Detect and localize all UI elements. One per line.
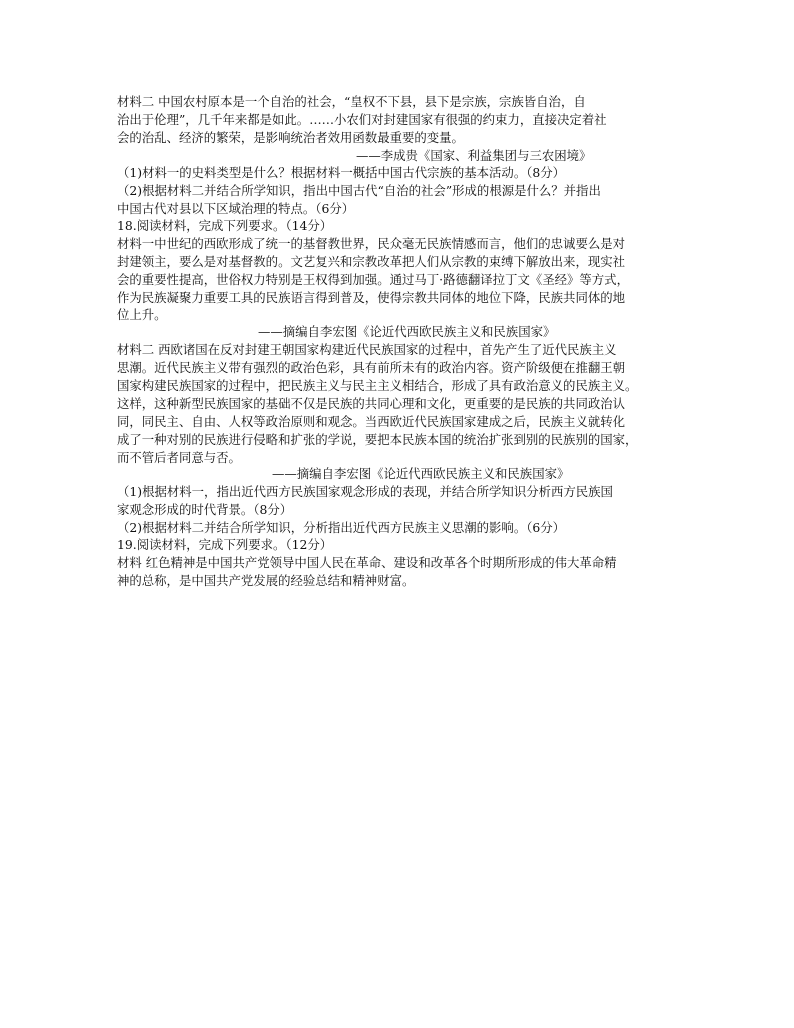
q18-material-2-line-7: 而不管后者同意与否。 — [117, 450, 241, 465]
question-18-2: （2)根据材料二并结合所学知识，分析指出近代西方民族主义思潮的影响。（6分） — [117, 520, 566, 535]
q18-material-2-line-6: 成了一种对别的民族进行侵略和扩张的学说，要把本民族本国的统治扩张到别的民族别的国家， — [117, 432, 638, 447]
q18-material-2-line-1: 材料二 西欧诸国在反对封建王朝国家构建近代民族国家的过程中，首先产生了近代民族主义 — [117, 342, 617, 357]
source-citation: ——李成贵《国家、利益集团与三农困境》 — [356, 148, 592, 163]
q19-material-line-2: 神的总称，是中国共产党发展的经验总结和精神财富。 — [117, 573, 415, 588]
q18-material-1-line-2: 封建领主，要么是对基督教的。文艺复兴和宗教改革把人们从宗教的束缚下解放出来，现实社 — [117, 254, 626, 269]
q18-material-1-line-3: 会的重要性提高，世俗权力特别是王权得到加强。通过马丁·路德翻译拉丁文《圣经》等方式， — [117, 272, 629, 287]
question-19-heading: 19.阅读材料，完成下列要求。（12分） — [117, 537, 333, 552]
material-2-line-3: 会的治乱、经济的繁荣，是影响统治者效用函数最重要的变量。 — [117, 130, 464, 145]
question-17-2-line-2: 中国古代对县以下区域治理的特点。（6分） — [117, 201, 355, 216]
q18-material-1-line-1: 材料一中世纪的西欧形成了统一的基督教世界，民众毫无民族情感而言，他们的忠诚要么是对 — [117, 236, 626, 251]
source-citation: ——摘编自李宏图《论近代西欧民族主义和民族国家》 — [258, 324, 556, 339]
q18-material-2-line-5: 同，同民主、自由、人权等政治原则和观念。当西欧近代民族国家建成之后，民族主义就转化 — [117, 414, 626, 429]
source-citation: ——摘编自李宏图《论近代西欧民族主义和民族国家》 — [272, 466, 570, 481]
q18-material-2-line-4: 这样，这种新型民族国家的基础不仅是民族的共同心理和文化，更重要的是民族的共同政治认 — [117, 396, 626, 411]
q18-material-1-line-5: 位上升。 — [117, 307, 167, 322]
q18-material-2-line-3: 国家构建民族国家的过程中，把民族主义与民主主义相结合，形成了具有政治意义的民族主义。 — [117, 378, 638, 393]
material-2-line-1: 材料二 中国农村原本是一个自治的社会，“皇权不下县，县下是宗族，宗族皆自治，自 — [117, 94, 586, 109]
question-18-1-line-2: 家观念形成的时代背景。（8分） — [117, 502, 293, 517]
material-2-line-2: 治出于伦理”，几千年来都是如此。……小农们对封建国家有很强的约束力，直接决定着社 — [117, 112, 607, 127]
q18-material-2-line-2: 思潮。近代民族主义带有强烈的政治色彩，具有前所未有的政治内容。资产阶级便在推翻王朝 — [117, 360, 626, 375]
question-17-1: （1)材料一的史料类型是什么？根据材料一概括中国古代宗族的基本活动。（8分） — [117, 165, 566, 180]
question-17-2-line-1: （2)根据材料二并结合所学知识，指出中国古代“自治的社会”形成的根源是什么？并指出 — [117, 183, 601, 198]
q18-material-1-line-4: 作为民族凝聚力重要工具的民族语言得到普及，使得宗教共同体的地位下降，民族共同体的地 — [117, 290, 626, 305]
q19-material-line-1: 材料 红色精神是中国共产党领导中国人民在革命、建设和改革各个时期所形成的伟大革命精 — [117, 555, 617, 570]
question-18-1-line-1: （1)根据材料一，指出近代西方民族国家观念形成的表现，并结合所学知识分析西方民族国 — [117, 484, 613, 499]
question-18-heading: 18.阅读材料，完成下列要求。（14分） — [117, 218, 333, 233]
